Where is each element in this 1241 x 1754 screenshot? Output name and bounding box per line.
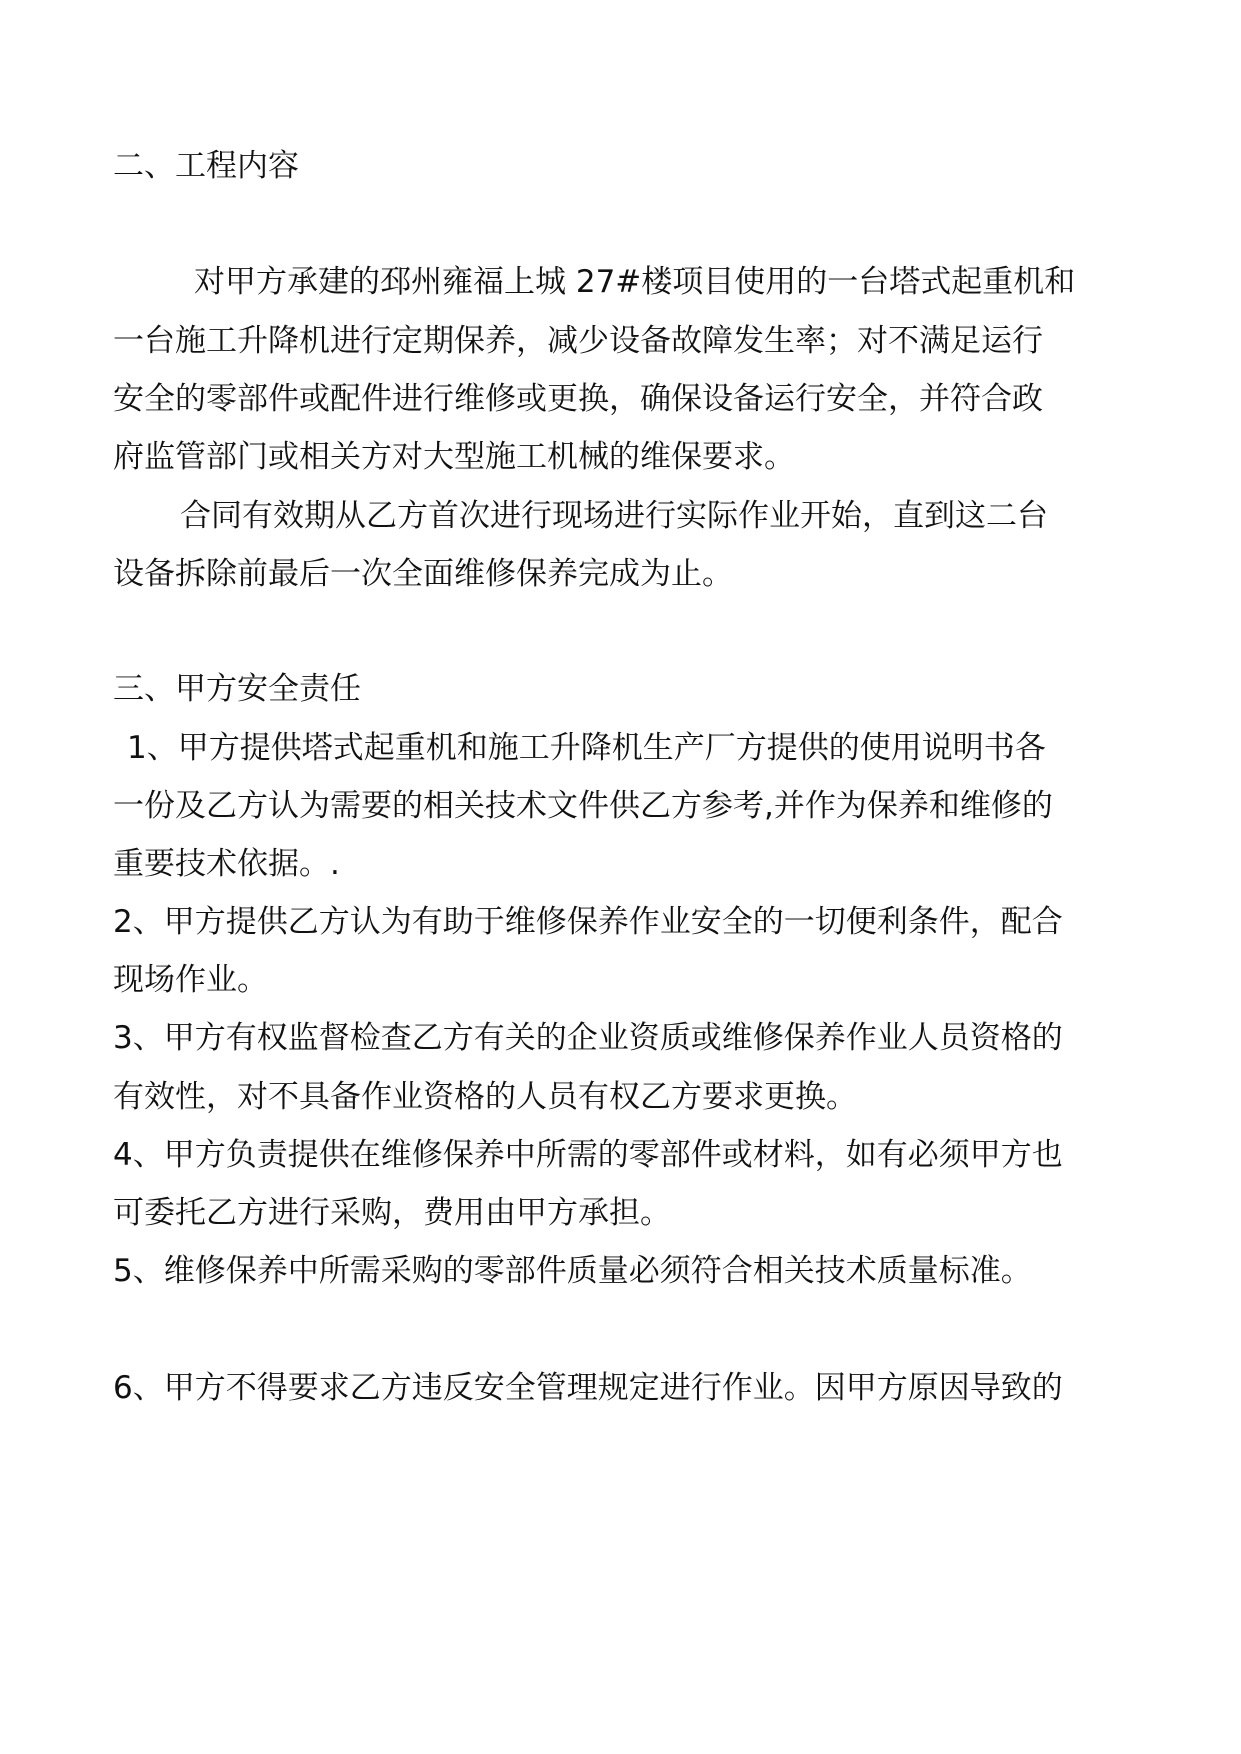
section-2-para1-line4: 府监管部门或相关方对大型施工机械的维保要求。 <box>113 439 795 475</box>
section-2-para1-line2: 一台施工升降机进行定期保养，减少设备故障发生率；对不满足运行 <box>113 323 1043 359</box>
item-1-line1: 1、甲方提供塔式起重机和施工升降机生产厂方提供的使用说明书各 <box>127 730 1046 766</box>
section-2-para2-line1: 合同有效期从乙方首次进行现场进行实际作业开始，直到这二台 <box>180 498 1048 534</box>
item-2-line1: 2、甲方提供乙方认为有助于维修保养作业安全的一切便利条件，配合 <box>113 904 1063 940</box>
item-1-line2: 一份及乙方认为需要的相关技术文件供乙方参考,并作为保养和维修的 <box>113 788 1053 824</box>
item-3-line2: 有效性，对不具备作业资格的人员有权乙方要求更换。 <box>113 1079 857 1115</box>
item-2-line2: 现场作业。 <box>113 962 268 998</box>
section-2-heading: 二、工程内容 <box>113 148 299 184</box>
section-2-para1-line1: 对甲方承建的邳州雍福上城 27#楼项目使用的一台塔式起重机和 <box>194 264 1076 300</box>
item-3-line1: 3、甲方有权监督检查乙方有关的企业资质或维修保养作业人员资格的 <box>113 1020 1063 1056</box>
item-1-line3: 重要技术依据。. <box>113 846 340 882</box>
section-3-heading: 三、甲方安全责任 <box>113 671 361 707</box>
item-6-line1: 6、甲方不得要求乙方违反安全管理规定进行作业。因甲方原因导致的 <box>113 1370 1063 1406</box>
item-4-line2: 可委托乙方进行采购，费用由甲方承担。 <box>113 1195 671 1231</box>
item-5-line1: 5、维修保养中所需采购的零部件质量必须符合相关技术质量标准。 <box>113 1253 1032 1289</box>
section-2-para1-line3: 安全的零部件或配件进行维修或更换，确保设备运行安全，并符合政 <box>113 381 1043 417</box>
item-4-line1: 4、甲方负责提供在维修保养中所需的零部件或材料，如有必须甲方也 <box>113 1137 1063 1173</box>
section-2-para2-line2: 设备拆除前最后一次全面维修保养完成为止。 <box>113 556 733 592</box>
